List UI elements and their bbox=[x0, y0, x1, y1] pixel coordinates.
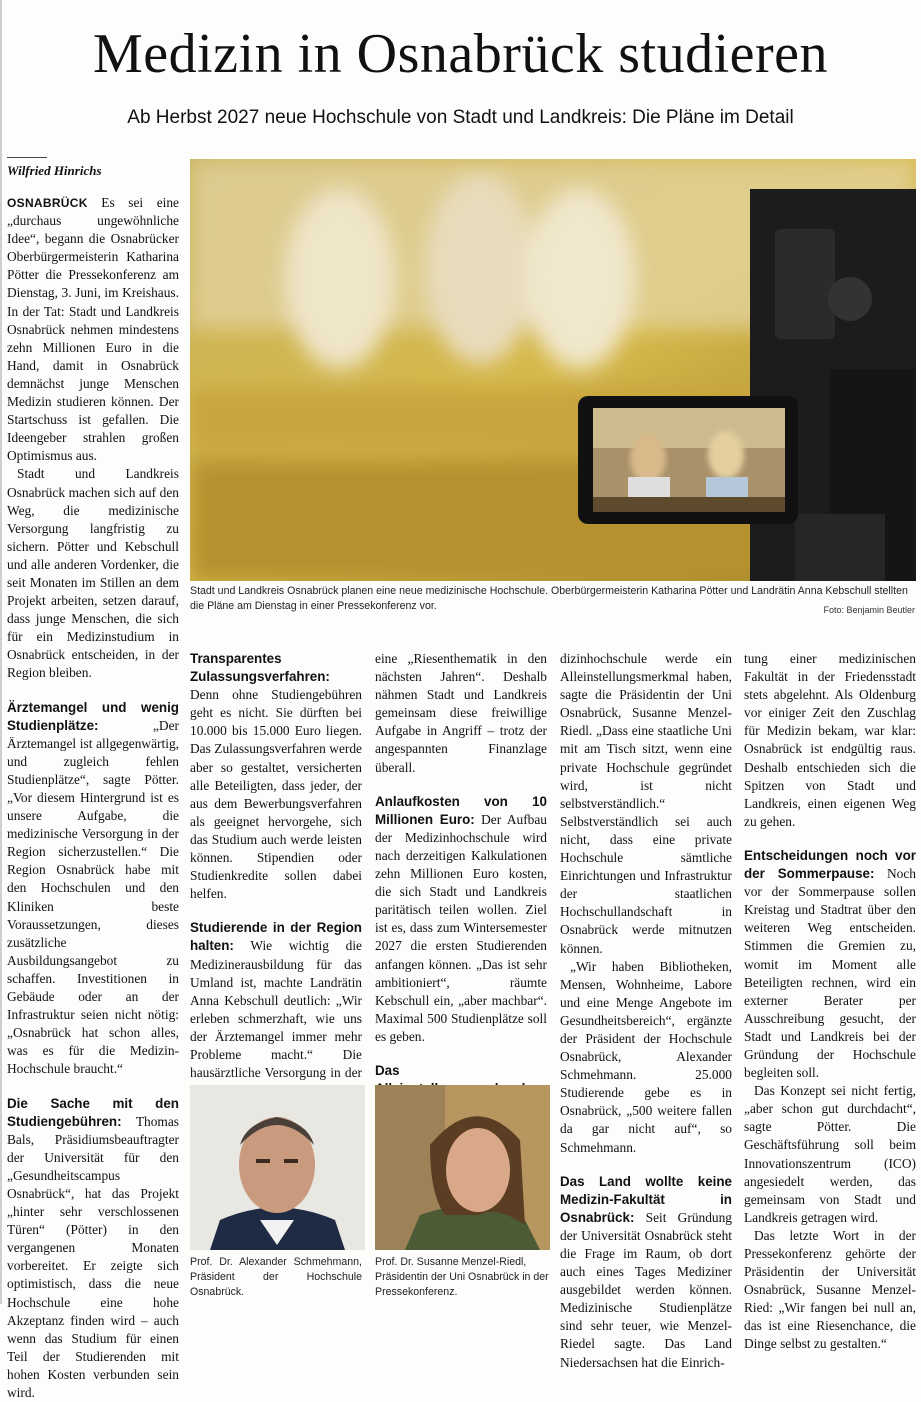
subheadline: Ab Herbst 2027 neue Hochschule von Stadt und Landkreis: Die Pläne im Detail bbox=[0, 104, 921, 132]
paragraph: Entscheidungen noch vor der Sommerpause: Noch vor der Sommerpause sollen Kreistag und Stadtrat über den weiteren Weg entscheiden. Stimmen die Gremien zu, womit im Moment alle Beteiligten rechnen, wird ein externer Berater per Ausschreibung gesucht, der Stadt und Landkreis bei der Gründung der Hochschule begleiten soll. bbox=[744, 847, 916, 1082]
portrait-man-image bbox=[190, 1085, 365, 1250]
paragraph: Anlaufkosten von 10 Millionen Euro: Der Aufbau der Medizinhochschule wird nach derzeitigen Kalkulationen zehn Millionen Euro kosten, die sich Stadt und Landkreis paritätisch teilen wollen. Ziel ist es, dass zum Wintersemester 2027 die ersten Studierenden anfangen können. „Das ist sehr ambitioniert“, räumte Kebschull ein, „aber machbar“. Maximal 500 Studienplätze soll es geben. bbox=[375, 793, 547, 1046]
author-rule bbox=[7, 157, 47, 158]
column-3 bbox=[375, 650, 547, 1116]
press-conference-photo-image bbox=[190, 159, 916, 581]
author-byline: Wilfried Hinrichs bbox=[7, 163, 102, 179]
paragraph: Die Sache mit den Studiengebühren: Thomas Bals, Präsidiumsbeauftragter der Universität für den „Gesundheitscampus Osnabrück“, hat das Projekt „hinter sehr verschlossenen Türen“ (Pötter) in den vergangenen Monaten vorbereitet. Er zeigte sich optimistisch, dass die neue Hochschule eine hohe Akzeptanz finden wird – auch wenn das Studium für einen Teil der Studierenden mit hohen Kosten verbunden sein wird. bbox=[7, 1095, 179, 1402]
page-edge bbox=[0, 0, 2, 1304]
schmehmann-caption: Prof. Dr. Alexander Schmehmann, Präsident der Hochschule Osnabrück. bbox=[190, 1255, 362, 1300]
column-2 bbox=[190, 650, 362, 1100]
paragraph: Studierende in der Region halten: Wie wichtig die Medizinerausbildung für das Umland ist, machte Landrätin Anna Kebschull deutlich: „Wir erleben schmerzhaft, wie uns der Ärztemangel immer mehr Probleme macht.“ Die hausärztliche Versorgung in der bbox=[190, 919, 362, 1100]
main-photo-credit: Foto: Benjamin Beutler bbox=[823, 605, 915, 615]
subheading: Studierende in der Region halten: bbox=[190, 920, 362, 953]
column-1 bbox=[7, 194, 179, 1402]
main-photo-caption: Stadt und Landkreis Osnabrück planen eine neue medizinische Hochschule. Oberbürgermeisterin Katharina Pötter und Landrätin Anna Kebschull stellten die Pläne am Dienstag in einer Pressekonferenz vor. bbox=[190, 584, 916, 614]
paragraph: Das Konzept sei nicht fertig, „aber schon gut durchdacht“, sagte Pötter. Die Geschäftsführung soll beim Innovationszentrum (ICO) angesiedelt werden, das gemeinsam von Stadt und Landkreis getragen wird. bbox=[744, 1082, 916, 1227]
dateline: OSNABRÜCK bbox=[7, 196, 88, 210]
paragraph: Stadt und Landkreis Osnabrück machen sich auf den Weg, die medizinische Versorgung langfristig zu sichern. Pötter und Kebschull und alle anderen Vordenker, die seit Monaten im Stillen an dem Projekt arbeiten, setzen darauf, dass junge Menschen, die sich für ein Medizinstudium in Osnabrück entscheiden, in der Region bleiben. bbox=[7, 465, 179, 682]
portrait-woman-image bbox=[375, 1085, 550, 1250]
column-4 bbox=[560, 650, 732, 1372]
menzel-riedl-caption: Prof. Dr. Susanne Menzel-Riedl, Präsidentin der Uni Osnabrück in der Pressekonferenz. bbox=[375, 1255, 550, 1300]
subheading: Die Sache mit den Studiengebühren: bbox=[7, 1096, 179, 1129]
paragraph: Transparentes Zulassungsverfahren: Denn ohne Studiengebühren geht es nicht. Sie dürften bei 10.000 bis 15.000 Euro liegen. Das Zulassungsverfahren werde aber so gestaltet, versicherten alle Beteiligten, dass jeder, der aus dem Bewerbungsverfahren als geeignet hervorgehe, sich das Studium auch werde leisten können. Stipendien oder Studienkredite sollen dabei helfen. bbox=[190, 650, 362, 903]
subheading: Anlaufkosten von 10 Millionen Euro: bbox=[375, 794, 547, 827]
paragraph: Das Land wollte keine Medizin-Fakultät in Osnabrück: Seit Gründung der Universität Osnabrück steht die Frage im Raum, ob dort auch eines Tages Mediziner ausgebildet werden können. Medizinische Studienplätze sind sehr teuer, wie Menzel-Riedel sagte. Das Land Niedersachsen hat die Einrich- bbox=[560, 1173, 732, 1372]
paragraph: „Wir haben Bibliotheken, Mensen, Wohnheime, Labore und eine Menge Angebote im Gesundheitsbereich“, ergänzte der Präsident der Hochschule Osnabrück, Alexander Schmehmann. 25.000 Studierende gebe es in Osnabrück, „500 weitere fallen da gar nicht auf“, so Schmehmann. bbox=[560, 958, 732, 1157]
paragraph: Ärztemangel und wenig Studienplätze: „Der Ärztemangel ist allgegenwärtig, und zugleich fehlen Studienplätze“, sagte Pötter. „Vor diesem Hintergrund ist es unsere Aufgabe, die medizinische Versorgung in der Region sicherzustellen.“ Die Region Osnabrück habe mit den Hochschulen und den Kliniken beste Voraussetzungen, dieses zusätzliche Ausbildungsangebot zu schaffen. Investitionen in Gebäude oder an der Infrastruktur seien nicht nötig: „Osnabrück hat schon alles, was es für die Medizin-Hochschule braucht.“ bbox=[7, 699, 179, 1079]
paragraph: tung einer medizinischen Fakultät in der Friedensstadt stets abgelehnt. Als Oldenburg vor einiger Zeit den Zuschlag für Medizin bekam, war klar: Osnabrück ist endgültig raus. Deshalb entschieden sich die Spitzen von Stadt und Landkreis, einen eigenen Weg zu gehen. bbox=[744, 650, 916, 831]
paragraph: eine „Riesenthematik in den nächsten Jahren“. Deshalb nähmen Stadt und Landkreis gemeinsam diese freiwillige Aufgabe in Angriff – trotz der angespannten Finanzlage überall. bbox=[375, 650, 547, 777]
subheading: Das Land wollte keine Medizin-Fakultät in Osnabrück: bbox=[560, 1174, 732, 1225]
subheading: Ärztemangel und wenig Studienplätze: bbox=[7, 700, 179, 733]
subheading: Entscheidungen noch vor der Sommerpause: bbox=[744, 848, 916, 881]
headline: Medizin in Osnabrück studieren bbox=[0, 18, 921, 90]
subheading: Transparentes Zulassungsverfahren: bbox=[190, 651, 330, 684]
paragraph: Das letzte Wort in der Pressekonferenz gehörte der Präsidentin der Universität Osnabrück, Susanne Menzel-Ried: „Wir fangen bei null an, das ist eine Riesenchance, die Dinge selbst zu gestalten.“ bbox=[744, 1227, 916, 1354]
schmehmann-photo bbox=[190, 1085, 365, 1250]
paragraph: OSNABRÜCK Es sei eine „durchaus ungewöhnliche Idee“, begann die Osnabrücker Oberbürgermeisterin Katharina Pötter die Pressekonferenz am Dienstag, 3. Juni, im Kreishaus. In der Tat: Stadt und Landkreis Osnabrück nehmen mindestens zehn Millionen Euro in die Hand, damit in Osnabrück demnächst junge Menschen Medizin studieren können. Der Startschuss ist gefallen. Die Ideengeber strahlen großen Optimismus aus. bbox=[7, 194, 179, 465]
main-photo bbox=[190, 159, 916, 581]
subheading: Das bbox=[375, 1063, 530, 1096]
column-5 bbox=[744, 650, 916, 1354]
paragraph: dizinhochschule werde ein Alleinstellungsmerkmal haben, sagte die Präsidentin der Uni Osnabrück, Susanne Menzel-Riedl. „Dass eine staatliche Uni mit am Tisch sitzt, wenn eine private Hochschule gegründet wird, ist nicht selbstverständlich.“ Selbstverständlich sei auch nicht, dass eine private Hochschule sämtliche Einrichtungen und Infrastruktur der staatlichen Hochschullandschaft in Osnabrück werde mitnutzen können. bbox=[560, 650, 732, 958]
menzel-riedl-photo bbox=[375, 1085, 550, 1250]
